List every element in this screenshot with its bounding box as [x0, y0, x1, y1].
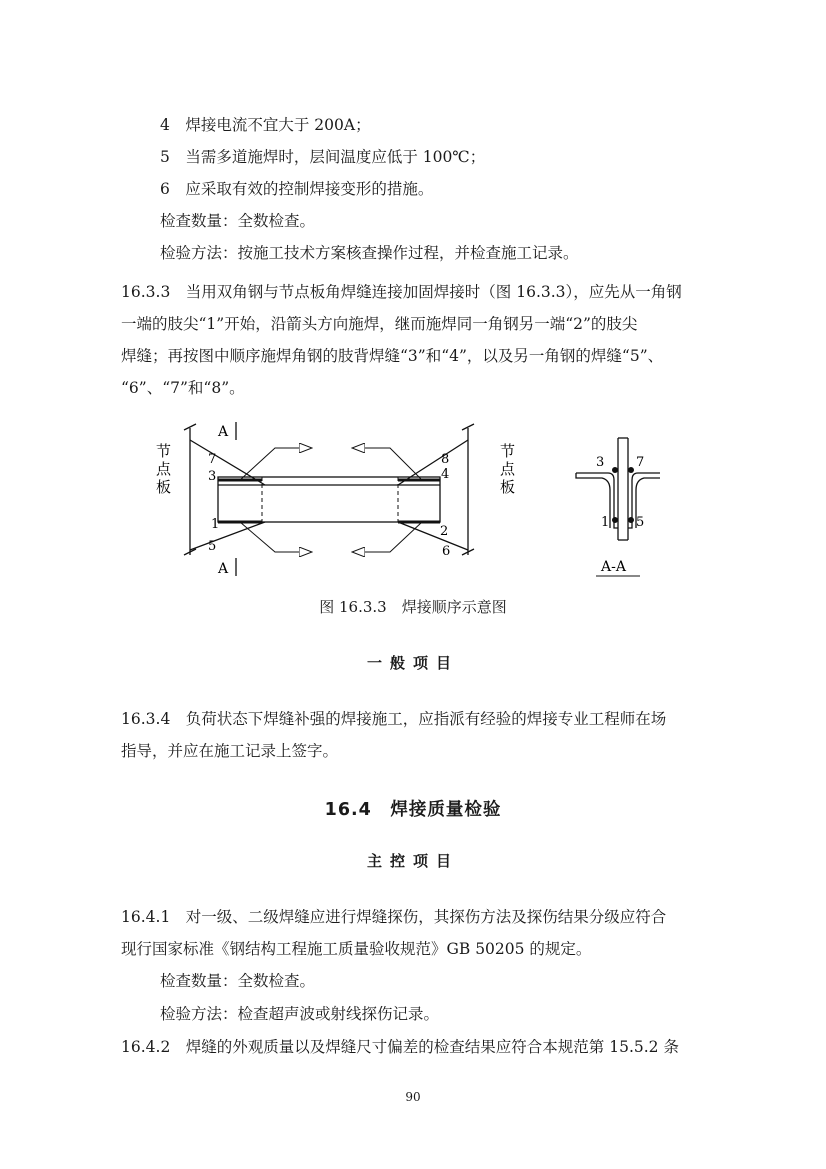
- left-gusset-plate: [184, 424, 265, 555]
- clause-16-3-4-line1: 16.3.4 负荷状态下焊缝补强的焊接施工，应指派有经验的焊接专业工程师在场: [121, 710, 667, 728]
- svg-text:A-A: A-A: [601, 559, 626, 575]
- item-6: 6 应采取有效的控制焊接变形的措施。: [160, 180, 434, 198]
- clause-16-3-3-line4: “6”、“7”和“8”。: [121, 379, 245, 397]
- svg-text:点: 点: [500, 460, 516, 478]
- gusset-label-right: [500, 442, 516, 496]
- svg-text:4: 4: [441, 467, 450, 482]
- section-title: 16.4 焊接质量检验: [324, 800, 502, 820]
- page-number: 90: [405, 1090, 421, 1104]
- svg-text:A: A: [218, 561, 229, 577]
- section-weld-numbers: [596, 455, 644, 530]
- check-quantity: 检查数量：全数检查。: [160, 212, 316, 230]
- svg-text:3: 3: [208, 469, 217, 484]
- svg-text:8: 8: [441, 452, 450, 467]
- svg-text:A: A: [218, 424, 229, 440]
- check-method-2: 检验方法：检查超声波或射线探伤记录。: [160, 1005, 440, 1023]
- section-label: [596, 559, 640, 576]
- right-gusset-plate: [398, 424, 474, 555]
- section-mark-bottom: [217, 558, 236, 577]
- figure-caption: 图 16.3.3 焊接顺序示意图: [319, 598, 507, 616]
- svg-text:6: 6: [442, 544, 451, 559]
- check-quantity-2: 检查数量：全数检查。: [160, 972, 316, 990]
- svg-text:板: 板: [500, 478, 516, 496]
- clause-16-3-3-line1: 16.3.3 当用双角钢与节点板角焊缝连接加固焊接时（图 16.3.3），应先从一角钢: [121, 283, 682, 301]
- svg-text:节: 节: [500, 442, 516, 460]
- svg-text:3: 3: [596, 455, 605, 470]
- double-angle-member: [218, 477, 440, 522]
- gusset-label-left: [156, 442, 172, 496]
- item-5: 5 当需多道施焊时，层间温度应低于 100℃；: [160, 148, 486, 166]
- heading-general-items: 一般项目: [366, 654, 459, 672]
- section-a-a-view: [576, 438, 660, 540]
- svg-text:7: 7: [208, 452, 217, 467]
- weld-numbers: [208, 452, 450, 559]
- svg-text:板: 板: [156, 478, 172, 496]
- weld-seams: [218, 480, 440, 522]
- clause-16-4-2-line1: 16.4.2 焊缝的外观质量以及焊缝尺寸偏差的检查结果应符合本规范第 15.5.2 条: [121, 1038, 679, 1056]
- clause-16-4-1-line2: 现行国家标准《钢结构工程施工质量验收规范》GB 50205 的规定。: [121, 940, 592, 958]
- clause-16-3-4-line2: 指导，并应在施工记录上签字。: [121, 742, 339, 760]
- item-4: 4 焊接电流不宜大于 200A；: [160, 116, 371, 134]
- clause-16-3-3-line3: 焊缝；再按图中顺序施焊角钢的肢背焊缝“3”和“4”，以及另一角钢的焊缝“5”、: [121, 347, 664, 365]
- clause-16-3-3-line2: 一端的肢尖“1”开始，沿箭头方向施焊，继而施焊同一角钢另一端“2”的肢尖: [121, 315, 638, 333]
- svg-text:节: 节: [156, 442, 172, 460]
- svg-text:1: 1: [211, 517, 220, 532]
- svg-text:5: 5: [208, 539, 217, 554]
- svg-text:1: 1: [601, 515, 610, 530]
- svg-text:点: 点: [156, 460, 172, 478]
- check-method: 检验方法：按施工技术方案核查操作过程，并检查施工记录。: [160, 244, 579, 262]
- gusset-hidden-edges: [262, 477, 398, 522]
- welding-direction-arrows: [240, 448, 422, 552]
- svg-text:2: 2: [440, 524, 449, 539]
- clause-16-4-1-line1: 16.4.1 对一级、二级焊缝应进行焊缝探伤，其探伤方法及探伤结果分级应符合: [121, 908, 667, 926]
- section-weld-dots: [612, 467, 634, 523]
- weld-sequence-figure: [140, 410, 660, 585]
- svg-text:5: 5: [636, 515, 645, 530]
- heading-main-items: 主控项目: [366, 852, 459, 870]
- section-mark-top: [217, 422, 236, 440]
- svg-text:7: 7: [636, 455, 645, 470]
